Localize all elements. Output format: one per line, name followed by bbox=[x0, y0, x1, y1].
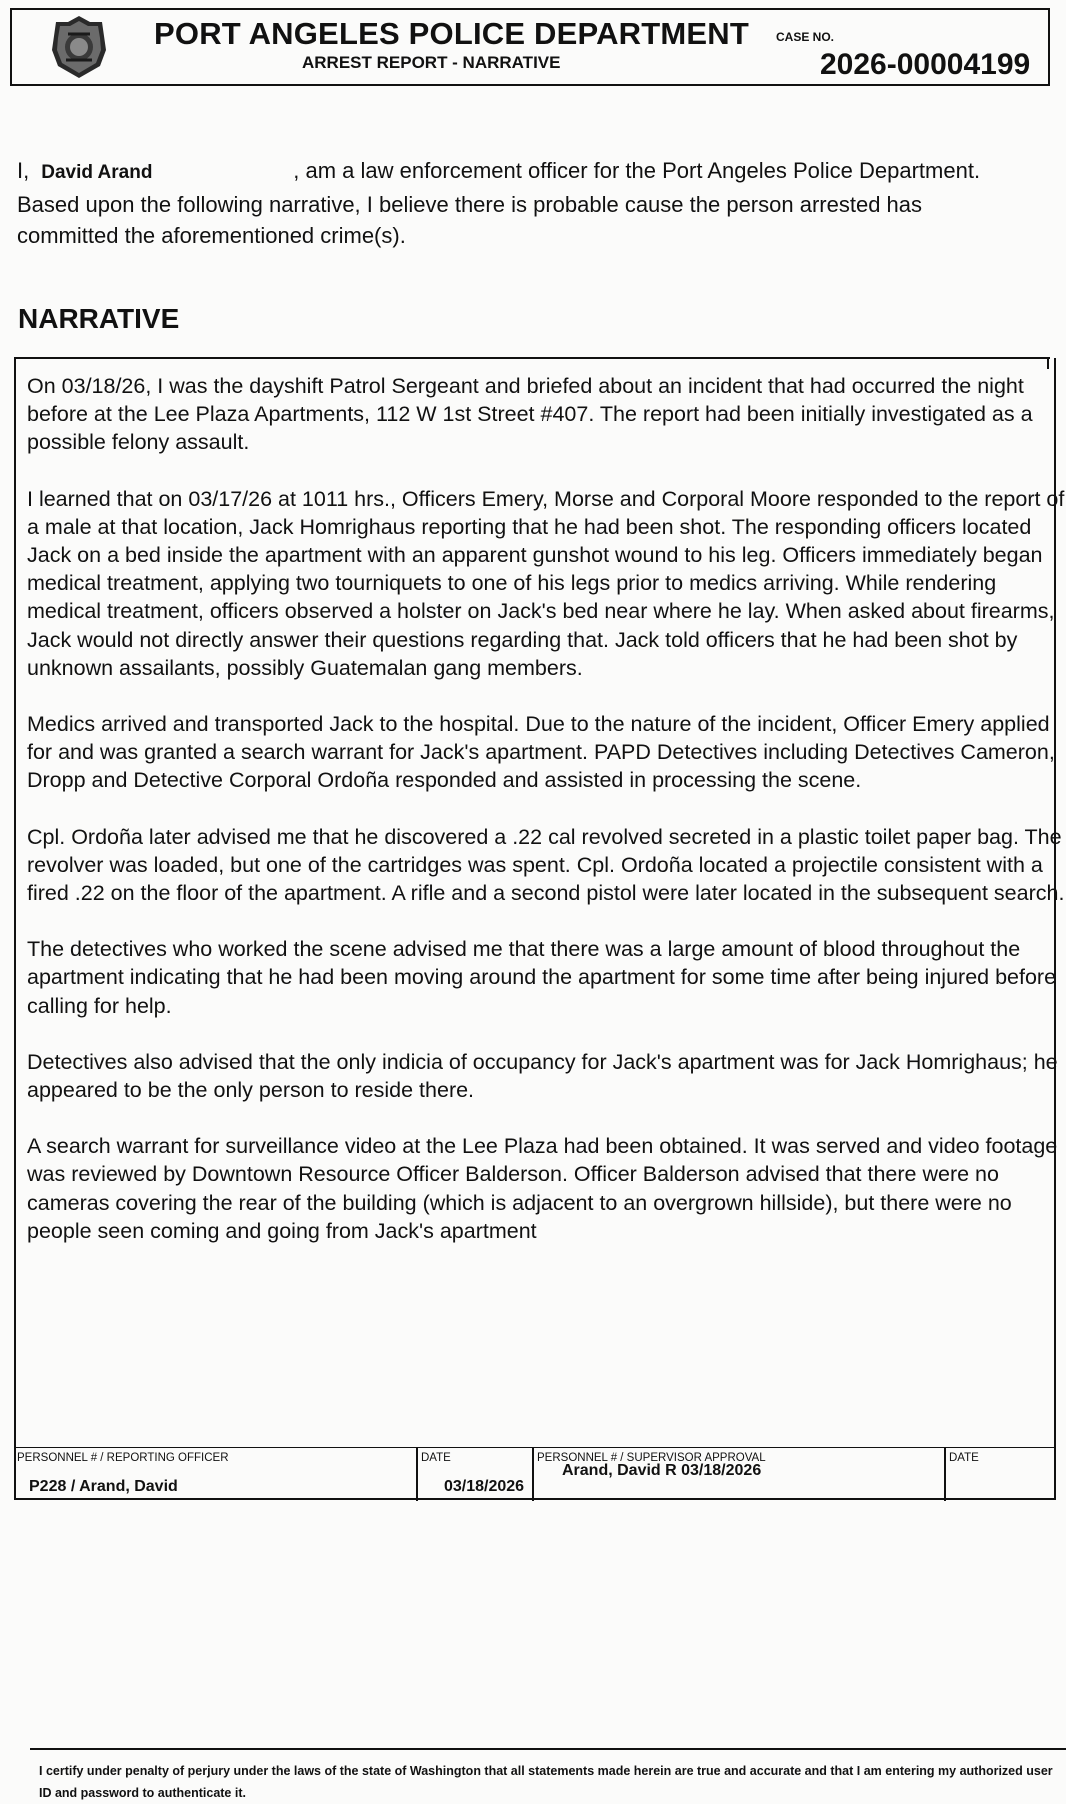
narrative-paragraph: I learned that on 03/17/26 at 1011 hrs., Officers Emery, Morse and Corporal Moore responded to the report of a male at that location, Jack Homrighaus reporting that he had been shot. The responding officers located Jack on a bed inside the apartment with an apparent gunshot wound to his leg. Officers immediately began medical treatment, applying two tourniquets to one of his legs prior to medics arriving. While rendering medical treatment, officers observed a holster on Jack's bed near where he lay. When asked about firearms, Jack would not directly answer their questions regarding that. Jack told officers that he had been shot by unknown assailants, possibly Guatemalan gang members. bbox=[27, 486, 1065, 680]
report-date-value: 03/18/2026 bbox=[444, 1478, 525, 1495]
narrative-text bbox=[27, 372, 1065, 1273]
signature-block bbox=[14, 1447, 1056, 1500]
approval-date-field bbox=[944, 1448, 1056, 1501]
report-date-label: DATE bbox=[421, 1452, 451, 1464]
narrative-paragraph: A search warrant for surveillance video at the Lee Plaza had been obtained. It was served and video footage was reviewed by Downtown Resource Officer Balderson. Officer Balderson advised that there were no cameras covering the rear of the building (which is adjacent to an overgrown hillside), but there were no people seen coming and going from Jack's apartment bbox=[27, 1134, 1058, 1243]
narrative-paragraph: Medics arrived and transported Jack to the hospital. Due to the nature of the incident, Officer Emery applied for and was granted a search warrant for Jack's apartment. PAPD Detectives including Detectives Cameron, Dropp and Detective Corporal Ordoña responded and assisted in processing the scene. bbox=[27, 712, 1055, 793]
reporting-officer-field bbox=[14, 1448, 416, 1501]
approval-date-label: DATE bbox=[949, 1452, 979, 1464]
reporting-officer-label: PERSONNEL # / REPORTING OFFICER bbox=[17, 1452, 229, 1464]
narrative-paragraph: Detectives also advised that the only indicia of occupancy for Jack's apartment was for Jack Homrighaus; he appeared to be the only person to reside there. bbox=[27, 1049, 1058, 1103]
statement-line3: committed the aforementioned crime(s). bbox=[17, 223, 406, 248]
department-title: PORT ANGELES POLICE DEPARTMENT bbox=[154, 16, 750, 51]
officer-statement bbox=[17, 155, 1057, 252]
narrative-paragraph: Cpl. Ordoña later advised me that he discovered a .22 cal revolved secreted in a plastic toilet paper bag. The revolver was loaded, but one of the cartridges was spent. Cpl. Ordoña located a projectile consistent with a fired .22 on the floor of the apartment. A rifle and a second pistol were later located in the subsequent search. bbox=[27, 824, 1065, 906]
reporting-officer-value: P228 / Arand, David bbox=[29, 1478, 178, 1495]
case-number-label: CASE NO. bbox=[776, 30, 835, 44]
supervisor-approval-value: Arand, David R 03/18/2026 bbox=[562, 1462, 762, 1479]
case-number: 2026-00004199 bbox=[820, 48, 1031, 81]
statement-prefix: I, bbox=[17, 158, 30, 183]
certification-text: I certify under penalty of perjury under the laws of the state of Washington that all statements made herein are true and accurate and that I am entering my authorized user ID and password to authenticate it. bbox=[39, 1764, 1053, 1800]
report-header bbox=[10, 8, 1050, 86]
narrative-paragraph: The detectives who worked the scene advised me that there was a large amount of blood throughout the apartment indicating that he had been moving around the apartment for some time after being injured before calling for help. bbox=[27, 937, 1057, 1018]
statement-line1: , am a law enforcement officer for the Port Angeles Police Department. bbox=[293, 158, 981, 183]
statement-line2: Based upon the following narrative, I believe there is probable cause the person arrested has bbox=[17, 191, 923, 217]
narrative-paragraph: On 03/18/26, I was the dayshift Patrol Sergeant and briefed about an incident that had occurred the night before at the Lee Plaza Apartments, 112 W 1st Street #407. The report had been initially investigated as a possible felony assault. bbox=[27, 374, 1033, 455]
report-date-field bbox=[416, 1448, 532, 1501]
officer-name: David Arand bbox=[41, 162, 153, 183]
narrative-heading: NARRATIVE bbox=[18, 303, 180, 334]
certification-section bbox=[30, 1748, 1066, 1804]
police-badge-seal-icon bbox=[50, 14, 108, 80]
form-title: ARREST REPORT - NARRATIVE bbox=[302, 53, 561, 72]
supervisor-approval-field bbox=[532, 1448, 944, 1501]
supervisor-approval-label: PERSONNEL # / SUPERVISOR APPROVAL bbox=[537, 1452, 766, 1464]
